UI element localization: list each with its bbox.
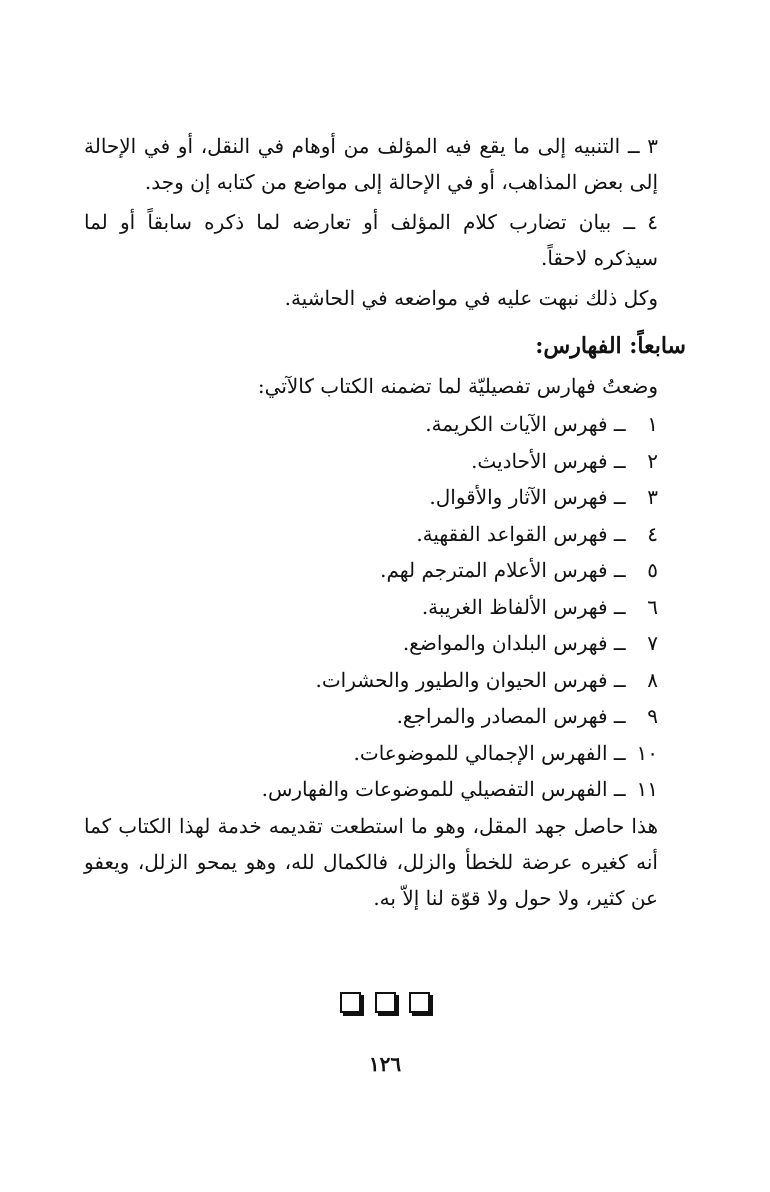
note-paragraph: وكل ذلك نبهت عليه في مواضعه في الحاشية. (284, 286, 658, 310)
list-item (84, 771, 658, 808)
square-ornament-icon (340, 992, 361, 1013)
list-item-text: ــ فهرس القواعد الفقهية. (416, 521, 626, 546)
list-item-number: ١٠ (636, 740, 658, 765)
list-item-text: ــ فهرس الآثار والأقوال. (429, 485, 626, 509)
list-item (84, 625, 658, 662)
list-item (84, 552, 658, 589)
list-item-number: ٨ (647, 667, 658, 692)
list-item (84, 516, 658, 553)
list-item-number: ٤ (647, 521, 658, 546)
section-intro: وضعتُ فهارس تفصيليّة لما تضمنه الكتاب كالآتي: (257, 374, 658, 398)
square-ornament-icon (409, 992, 430, 1013)
square-ornament-icon (375, 992, 396, 1013)
list-item-text: ــ فهرس الحيوان والطيور والحشرات. (315, 667, 626, 692)
list-item-number: ٩ (647, 704, 658, 728)
list-item-text: ــ الفهرس التفصيلي للموضوعات والفهارس. (261, 777, 626, 801)
list-item-text: ــ فهرس الأحاديث. (471, 448, 626, 473)
list-item-number: ١١ (636, 777, 658, 801)
page-body (84, 128, 686, 920)
list-item-text: ــ فهرس المصادر والمراجع. (396, 704, 626, 728)
list-item-text: ــ فهرس الآيات الكريمة. (425, 412, 626, 436)
list-item-text: ــ الفهرس الإجمالي للموضوعات. (353, 740, 626, 765)
page-number: ١٢٦ (368, 1052, 402, 1076)
list-item (84, 406, 658, 443)
list-item-number: ٢ (647, 448, 658, 473)
list-item-number: ٧ (647, 631, 658, 655)
index-list (84, 406, 686, 808)
list-item-text: ــ فهرس البلدان والمواضع. (402, 631, 626, 655)
list-item (84, 735, 658, 772)
list-item-number: ٦ (647, 594, 658, 619)
list-item-text: ــ فهرس الأعلام المترجم لهم. (380, 558, 626, 582)
section-title: سابعاً: الفهارس: (535, 333, 686, 359)
list-item (84, 479, 658, 516)
list-item (84, 662, 658, 699)
list-item-number: ٥ (647, 558, 658, 582)
list-item (84, 589, 658, 626)
list-item-text: ــ فهرس الألفاظ الغريبة. (421, 594, 626, 619)
section-divider-ornament (0, 992, 770, 1017)
paragraph-item-4: ٤ ــ بيان تضارب كلام المؤلف أو تعارضه لما ذكره سابقاً أو لما سيذكره لاحقاً. (84, 210, 658, 270)
closing-paragraph: هذا حاصل جهد المقل، وهو ما استطعت تقديمه خدمة لهذا الكتاب كما أنه كغيره عرضة للخطأ والزلل، فالكمال لله، وهو يمحو الزلل، ويعفو عن كثير، ولا حول ولا قوّة لنا إلاّ به. (84, 813, 658, 910)
list-item (84, 443, 658, 480)
list-item-number: ٣ (647, 485, 658, 509)
list-item-number: ١ (647, 412, 658, 436)
paragraph-item-3: ٣ ــ التنبيه إلى ما يقع فيه المؤلف من أوهام في النقل، أو في الإحالة إلى بعض المذاهب، أو في الإحالة إلى مواضع من كتابه إن وجد. (84, 134, 658, 194)
list-item (84, 698, 658, 735)
